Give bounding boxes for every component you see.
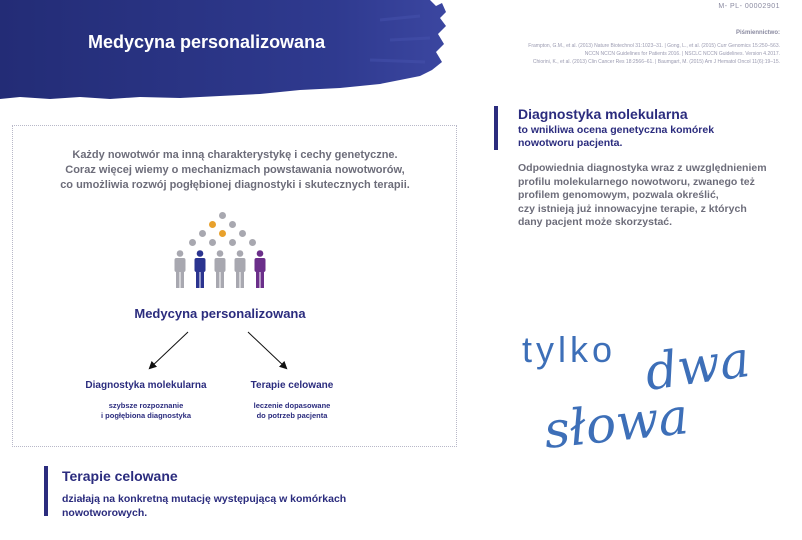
person-icon (234, 250, 246, 288)
intro-line: Każdy nowotwór ma inną charakterystykę i cechy genetyczne. (72, 149, 398, 161)
arrow-right (248, 332, 286, 368)
logo-word-1: tylko (522, 329, 617, 370)
population-illustration (170, 208, 280, 298)
dot (249, 239, 256, 246)
subtitle-line: nowotworu pacjenta. (518, 137, 623, 149)
person-icon (254, 250, 266, 288)
branch-left-title: Diagnostyka molekularna (85, 380, 207, 391)
subtitle-line: działają na konkretną mutację występującą w komórkach (62, 493, 347, 505)
intro-text (20, 148, 450, 193)
page-title: Medycyna personalizowana (88, 32, 326, 52)
desc-line: leczenie dopasowane (253, 401, 331, 410)
body-line: profilu molekularnego nowotworu, zwanego też (518, 175, 755, 188)
arrow-left (150, 332, 188, 368)
dot (219, 230, 226, 237)
document-code: M- PL- 00002901 (718, 3, 780, 10)
tylko-dwa-slowa-logo (516, 318, 792, 464)
desc-line: do potrzeb pacjenta (256, 411, 328, 420)
reference-line: Chiorini, K., et al. (2013) Clin Cancer Res 18:2566–61. | Baumgart, M. (2015) Am J Hematol Oncol 11(6):19–15. (532, 59, 780, 65)
branch-left-desc (66, 401, 226, 421)
molecular-subtitle (518, 124, 768, 150)
body-line: dany pacjent może skorzystać. (518, 216, 673, 228)
dot (209, 239, 216, 246)
branch-right-desc (222, 401, 362, 421)
branch-arrows (130, 326, 310, 376)
dot (209, 221, 216, 228)
person-icon (174, 250, 186, 288)
desc-line: szybsze rozpoznanie (108, 401, 184, 410)
intro-line: co umożliwia rozwój pogłębionej diagnostyki i skutecznych terapii. (60, 179, 410, 191)
intro-line: Coraz więcej wiemy o mechanizmach powstawania nowotworów, (65, 164, 405, 176)
dot (199, 230, 206, 237)
dot (229, 221, 236, 228)
dot (239, 230, 246, 237)
dot (229, 239, 236, 246)
references-title: Piśmiennictwo: (735, 30, 780, 36)
therapy-subtitle (62, 492, 442, 520)
reference-line: Frampton, G.M., et al. (2013) Nature Biotechnol 31:1023–31. | Gong, L., et al. (2015) Curr Genomics 15:250–563. (528, 43, 780, 49)
logo-word-2: dwa (641, 329, 754, 402)
section-bar (494, 106, 498, 150)
logo-word-3: słowa (541, 387, 692, 460)
molecular-title: Diagnostyka molekularna (518, 106, 688, 122)
reference-line: NCCN NCCN Guidelines for Patients 2016. | NSCLC NCCN Guidelines. Version 4.2017. (584, 51, 780, 57)
body-line: czy istnieją już innowacyjne terapie, z których (518, 202, 747, 215)
subtitle-line: nowotworowych. (62, 507, 148, 519)
therapy-title: Terapie celowane (62, 468, 178, 484)
dot (189, 239, 196, 246)
body-line: Odpowiednia diagnostyka wraz z uwzględnieniem (518, 162, 767, 174)
diagram-title: Medycyna personalizowana (134, 306, 306, 321)
section-bar (44, 466, 48, 516)
subtitle-line: to wnikliwa ocena genetyczna komórek (518, 124, 715, 136)
molecular-body (518, 162, 788, 230)
body-line: profilem genomowym, pozwala określić, (518, 189, 719, 201)
branch-right-title: Terapie celowane (250, 380, 334, 391)
dot (219, 212, 226, 219)
person-icon (194, 250, 206, 288)
person-icon (214, 250, 226, 288)
desc-line: i pogłębiona diagnostyka (100, 411, 191, 420)
